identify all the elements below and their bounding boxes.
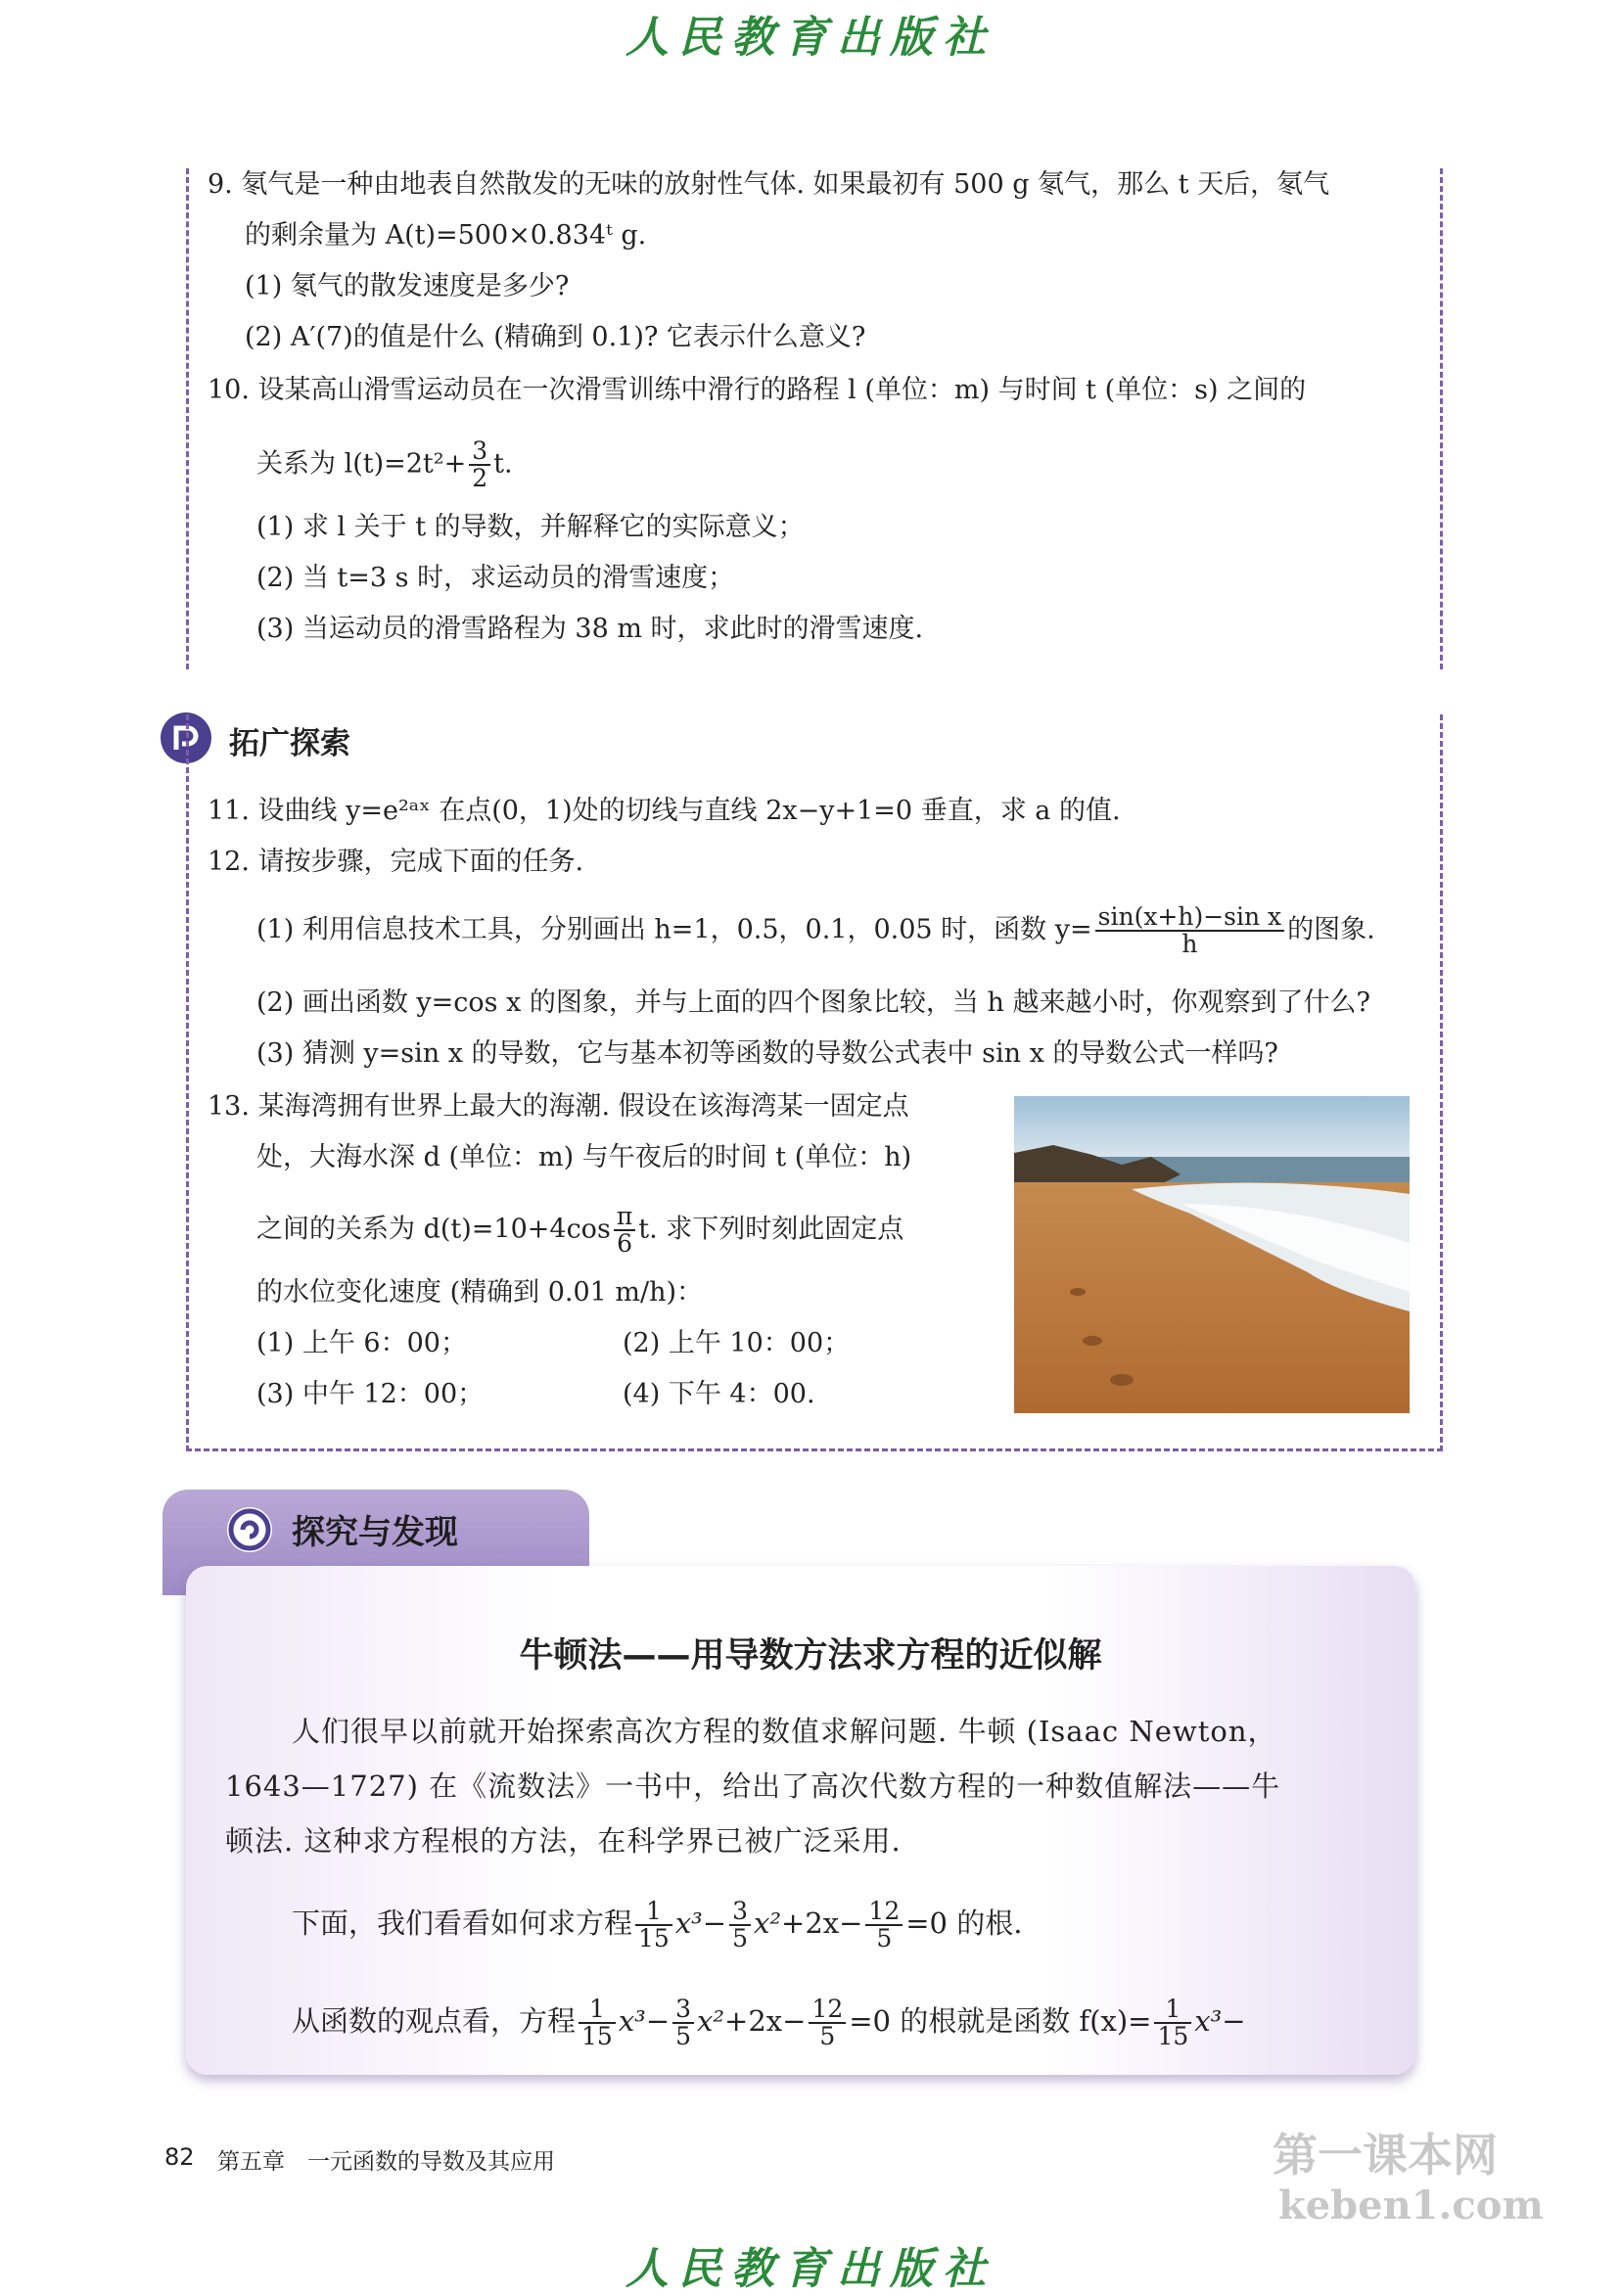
term-x3: x³ (618, 2004, 646, 2038)
q9-line1: 9. 氡气是一种由地表自然散发的无味的放射性气体. 如果最初有 500 g 氡气，那么 t 天后，氡气 (208, 169, 1330, 200)
op-plus-2x-minus: +2x− (781, 1906, 863, 1940)
q10-part2: (2) 当 t=3 s 时，求运动员的滑雪速度； (256, 563, 735, 593)
q13-item1: (1) 上午 6：00； (256, 1328, 467, 1358)
q11: 11. 设曲线 y=e²ᵃˣ 在点(0，1)处的切线与直线 2x−y+1=0 垂直，求 a 的值. (208, 796, 1121, 826)
chapter-footer: 第五章 一元函数的导数及其应用 (217, 2149, 555, 2175)
frac-1-15 (1154, 1997, 1191, 2049)
frac-1-15 (579, 1997, 616, 2049)
para1-line2: 1643—1727) 在《流数法》一书中，给出了高次代数方程的一种数值解法——牛 (225, 1769, 1281, 1803)
watermark-line1: 第一课本网 (1273, 2129, 1498, 2181)
para2-prefix: 下面，我们看看如何求方程 (292, 1906, 633, 1940)
q10-line2-suffix: t. (493, 448, 513, 480)
q13-item3: (3) 中午 12：00； (256, 1379, 485, 1409)
q13-line3-suffix: t. 求下列时刻此固定点 (638, 1214, 904, 1245)
q10-line1: 10. 设某高山滑雪运动员在一次滑雪训练中滑行的路程 l (单位：m) 与时间 t (单位：s) 之间的 (208, 375, 1307, 405)
publisher-footer: 人民教育出版社 (625, 2244, 996, 2294)
page-number: 82 (164, 2143, 195, 2171)
q13-line1: 13. 某海湾拥有世界上最大的海潮. 假设在该海湾某一固定点 (208, 1091, 909, 1122)
frac-den: 5 (819, 2022, 836, 2050)
q13-frac-den: 6 (617, 1229, 632, 1258)
q10-frac-den: 2 (472, 464, 488, 492)
q9-part1: (1) 氡气的散发速度是多少? (245, 271, 570, 301)
op-minus: − (645, 2004, 671, 2038)
extension-title: 拓广探索 (229, 726, 350, 761)
op-plus-2x-minus: +2x− (724, 2004, 807, 2038)
frac-num: 1 (1154, 1997, 1191, 2024)
explore-icon (225, 1505, 274, 1554)
article-title: 牛顿法——用导数方法求方程的近似解 (519, 1636, 1102, 1676)
frac-num: 12 (865, 1899, 903, 1926)
q10-part1: (1) 求 l 关于 t 的导数，并解释它的实际意义； (256, 512, 805, 542)
q12-frac-den: h (1181, 930, 1198, 958)
q10-frac-num: 3 (469, 438, 490, 466)
op-minus: − (702, 1906, 727, 1940)
frac-num: 12 (809, 1997, 846, 2024)
term-x3: x³ (674, 1906, 703, 1940)
para3-line (292, 1997, 1246, 2049)
q13-fraction (614, 1204, 635, 1257)
q12-part1-prefix: (1) 利用信息技术工具，分别画出 h=1，0.5，0.1，0.05 时，函数 y= (256, 914, 1092, 945)
frac-12-5 (809, 1997, 846, 2049)
frac-num: 1 (579, 1997, 616, 2024)
q13-item4: (4) 下午 4：00. (623, 1379, 815, 1409)
frac-num: 3 (672, 1997, 694, 2024)
para1-line1: 人们很早以前就开始探索高次方程的数值求解问题. 牛顿 (Isaac Newton， (292, 1715, 1277, 1748)
q12-fraction (1095, 904, 1285, 957)
q12: 12. 请按步骤，完成下面的任务. (208, 847, 584, 877)
q13-line3-prefix: 之间的关系为 d(t)=10+4cos (256, 1214, 611, 1245)
q12-part2: (2) 画出函数 y=cos x 的图象，并与上面的四个图象比较，当 h 越来越小时，你观察到了什么? (256, 987, 1370, 1018)
publisher-header: 人民教育出版社 (625, 13, 996, 63)
para2-suffix: =0 的根. (905, 1906, 1023, 1940)
frac-den: 5 (876, 1924, 893, 1952)
q13-frac-num: π (614, 1204, 635, 1231)
para1-line3: 顿法. 这种求方程根的方法，在科学界已被广泛采用. (225, 1824, 902, 1858)
term-x3: x³ (1194, 2004, 1223, 2038)
term-x2: x² (697, 2004, 725, 2038)
q12-part1 (256, 904, 1375, 957)
q12-part1-suffix: 的图象. (1287, 914, 1375, 945)
term-x2: x² (754, 1906, 782, 1940)
q10-line2 (256, 438, 513, 491)
q12-part3: (3) 猜测 y=sin x 的导数，它与基本初等函数的导数公式表中 sin x 的导数公式一样吗? (256, 1038, 1278, 1069)
frac-1-15 (635, 1899, 672, 1952)
beach-photo (1014, 1096, 1410, 1413)
para3-prefix: 从函数的观点看，方程 (292, 2004, 577, 2038)
frac-num: 3 (729, 1899, 751, 1926)
q9-part2: (2) A′(7)的值是什么 (精确到 0.1)? 它表示什么意义? (245, 322, 866, 352)
frac-den: 15 (638, 1924, 670, 1952)
frac-den: 5 (732, 1924, 749, 1952)
q13-line2: 处，大海水深 d (单位：m) 与午夜后的时间 t (单位：h) (256, 1142, 912, 1172)
q13-line4: 的水位变化速度 (精确到 0.01 m/h)： (256, 1277, 704, 1308)
q10-line2-prefix: 关系为 l(t)=2t²+ (256, 448, 467, 480)
frac-den: 15 (1157, 2022, 1189, 2050)
q12-frac-num: sin(x+h)−sin x (1095, 904, 1285, 932)
q13-item2: (2) 上午 10：00； (623, 1328, 851, 1358)
frac-den: 15 (581, 2022, 613, 2050)
frac-3-5 (729, 1899, 751, 1952)
para2-line (292, 1899, 1022, 1952)
q10-fraction (469, 438, 490, 491)
frac-den: 5 (675, 2022, 692, 2050)
explore-tab-title: 探究与发现 (292, 1513, 458, 1552)
frac-num: 1 (635, 1899, 672, 1926)
q13-line3 (256, 1204, 903, 1257)
watermark-line2: keben1.com (1278, 2182, 1544, 2228)
frac-3-5 (672, 1997, 694, 2049)
frac-12-5 (865, 1899, 903, 1952)
para3-mid: =0 的根就是函数 f(x)= (849, 2004, 1152, 2038)
op-minus: − (1222, 2004, 1246, 2038)
q9-line2: 的剩余量为 A(t)=500×0.834ᵗ g. (245, 220, 647, 251)
q10-part3: (3) 当运动员的滑雪路程为 38 m 时，求此时的滑雪速度. (256, 614, 924, 644)
